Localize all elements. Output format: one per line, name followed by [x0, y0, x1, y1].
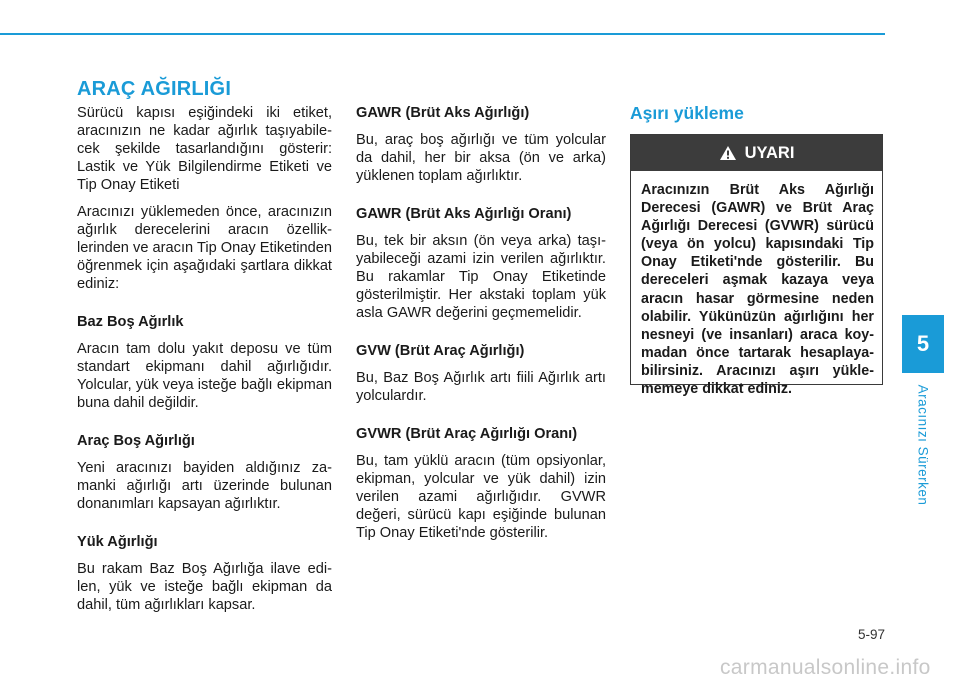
text-cargo-weight: Bu rakam Baz Boş Ağırlığa ilave edilen, yük ve isteğe bağlı ekipman da dahil, tüm ağırlıkları kapsar.	[77, 561, 332, 613]
warning-label: UYARI	[744, 144, 795, 162]
text-gaw: Bu, araç boş ağırlığı ve tüm yolcular da dahil, her bir aksa (ön ve arka) yüklenen toplam ağırlıktır.	[356, 132, 606, 184]
footer-watermark: carmanualsonline.info	[720, 656, 931, 679]
intro-paragraph: Sürücü kapısı eşiğindeki iki etiket, aracınızın ne kadar ağırlık taşıyabilecek şekilde tasarlandığını gösterir: Lastik ve Yük Bilgilendirme Etiketi ve Tip Onay Etiketi	[77, 105, 332, 193]
warning-header	[631, 135, 882, 171]
column-2	[356, 104, 606, 551]
warning-box	[630, 134, 883, 398]
heading-vehicle-curb-weight: Araç Boş Ağırlığı	[77, 433, 195, 449]
overloading-title: Aşırı yükleme	[630, 103, 744, 123]
text-vehicle-curb-weight: Yeni aracınızı bayiden aldığınız zamanki ağırlığı artı üzerinde bulunan donanımları kapsayan ağırlıktır.	[77, 460, 332, 512]
warning-triangle-icon	[719, 145, 737, 161]
heading-gvw: GVW (Brüt Araç Ağırlığı)	[356, 343, 525, 359]
heading-gaw: GAWR (Brüt Aks Ağırlığı)	[356, 105, 530, 121]
heading-cargo-weight: Yük Ağırlığı	[77, 534, 158, 550]
heading-gawr: GAWR (Brüt Aks Ağırlığı Oranı)	[356, 206, 572, 222]
text-gvwr: Bu, tam yüklü aracın (tüm opsiyonlar, ekipman, yolcular ve yük dahil) izin verilen azami ağırlığıdır. GVWR değeri, sürücü kapı eşiğinde bulunan Tip Onay Etiketi'nde gösterilir.	[356, 453, 606, 541]
heading-gvwr: GVWR (Brüt Araç Ağırlığı Oranı)	[356, 426, 578, 442]
section-title: ARAÇ AĞIRLIĞI	[77, 78, 232, 100]
header-rule	[0, 33, 885, 35]
intro-paragraph-2: Aracınızı yüklemeden önce, aracınızın ağırlık derecelerini aracın özelliklerinden ve aracın Tip Onay Etiketinden öğrenmek için aşağıdaki şartlara dikkat ediniz:	[77, 204, 332, 292]
chapter-tab: 5	[902, 315, 944, 373]
text-gawr: Bu, tek bir aksın (ön veya arka) taşıyabileceği azami izin verilen ağırlıktır. Bu rakamlar Tip Onay Etiketinde gösterilmiştir. Her akstaki toplam yük asla GAWR değerini geçmemelidir.	[356, 233, 606, 321]
heading-base-curb-weight: Baz Boş Ağırlık	[77, 314, 184, 330]
page-number: 5-97	[858, 627, 886, 642]
text-gvw: Bu, Baz Boş Ağırlık artı fiili Ağırlık artı yolculardır.	[356, 370, 606, 404]
text-base-curb-weight: Aracın tam dolu yakıt deposu ve tüm standart ekipmanı dahil ağırlığıdır. Yolcular, yük veya isteğe bağlı ekipman buna dahil değildir.	[77, 341, 332, 411]
chapter-label: Aracınızı Sürerken	[915, 384, 931, 506]
warning-text: Aracınızın Brüt Aks Ağırlığı Derecesi (GAWR) ve Brüt Araç Ağırlığı Derecesi (GVWR) sürücü (veya ön yolcu) kapısındaki Tip Onay Etiketi'nde gösterilir. Bu dereceleri aşmak kazaya veya aracın hasar görmesine neden olabilir. Yükünüzün ağırlığını her nesneyi (ve insanları) araca koymadan önce tartarak hesaplayabilirsiniz. Aracınızı aşırı yüklememeye dikkat ediniz.	[641, 182, 874, 398]
column-1	[77, 104, 332, 623]
column-3	[630, 103, 885, 398]
